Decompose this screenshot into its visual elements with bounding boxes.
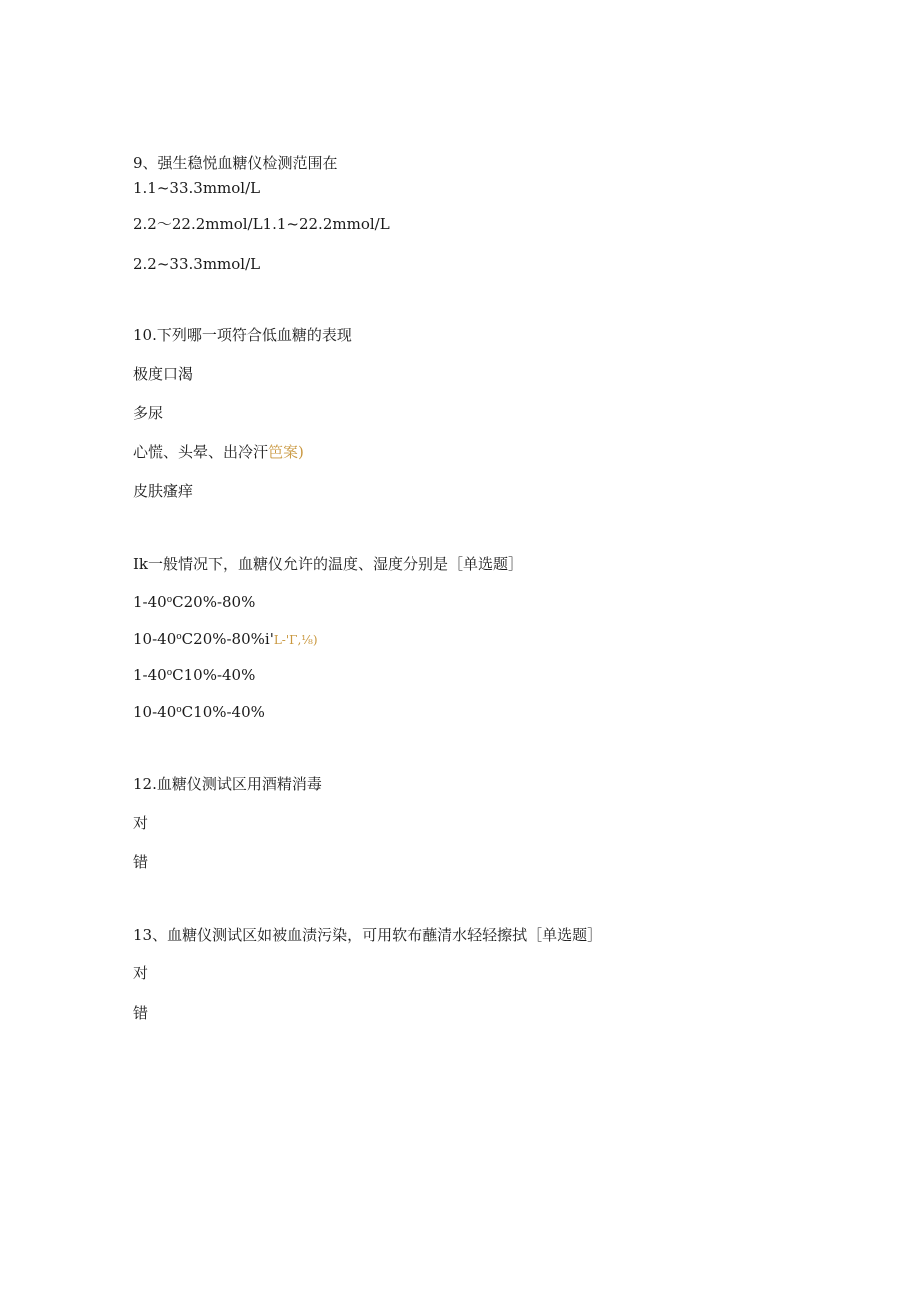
question-10-text: 10.下列哪一项符合低血糖的表现	[133, 326, 352, 344]
q12-option-1: 对	[133, 814, 149, 832]
q9-option-1: 1.1~33.3mmol/L	[133, 179, 261, 197]
question-9-text: 9、强生稳悦血糖仪检测范围在	[133, 154, 338, 172]
q11-option-1-pre: 1-40	[133, 593, 167, 611]
q9-option-3: 2.2~33.3mmol/L	[133, 255, 261, 273]
q11-option-4-post: C10%-40%	[181, 703, 265, 721]
q11-option-3	[133, 665, 255, 685]
q11-option-4	[133, 702, 265, 722]
q10-option-3-label: 心慌、头晕、出冷汗	[133, 443, 269, 461]
q10-option-3	[133, 442, 304, 462]
q10-option-2: 多尿	[133, 404, 164, 422]
q13-option-1: 对	[133, 964, 149, 982]
question-13-text: 13、血糖仪测试区如被血渍污染，可用软布蘸清水轻轻擦拭［单选题］	[133, 926, 603, 944]
q11-option-1	[133, 592, 255, 612]
q11-option-2-post: C20%-80%i'	[181, 630, 274, 648]
q11-answer-mark: L-'Γ,⅛)	[273, 633, 318, 647]
q11-option-2	[133, 629, 318, 650]
q10-option-1: 极度口渴	[133, 365, 194, 383]
q11-option-3-pre: 1-40	[133, 666, 167, 684]
degree-sign: o	[166, 668, 173, 678]
question-12-text: 12.血糖仪测试区用酒精消毒	[133, 775, 322, 793]
q10-answer-mark: 笆案)	[268, 443, 304, 461]
q11-option-1-post: C20%-80%	[172, 593, 256, 611]
q12-option-2: 错	[133, 853, 149, 871]
q11-option-3-post: C10%-40%	[172, 666, 256, 684]
q10-option-4: 皮肤瘙痒	[133, 482, 194, 500]
q11-option-2-pre: 10-40	[133, 630, 177, 648]
degree-sign: o	[176, 632, 182, 642]
question-11-text: Ik一般情况下，血糖仪允许的温度、湿度分别是［单选题］	[133, 555, 524, 573]
q9-option-2: 2.2～22.2mmol/L1.1~22.2mmol/L	[133, 215, 390, 233]
q13-option-2: 错	[133, 1004, 149, 1022]
degree-sign: o	[176, 705, 182, 715]
q11-option-4-pre: 10-40	[133, 703, 177, 721]
degree-sign: o	[166, 595, 173, 605]
